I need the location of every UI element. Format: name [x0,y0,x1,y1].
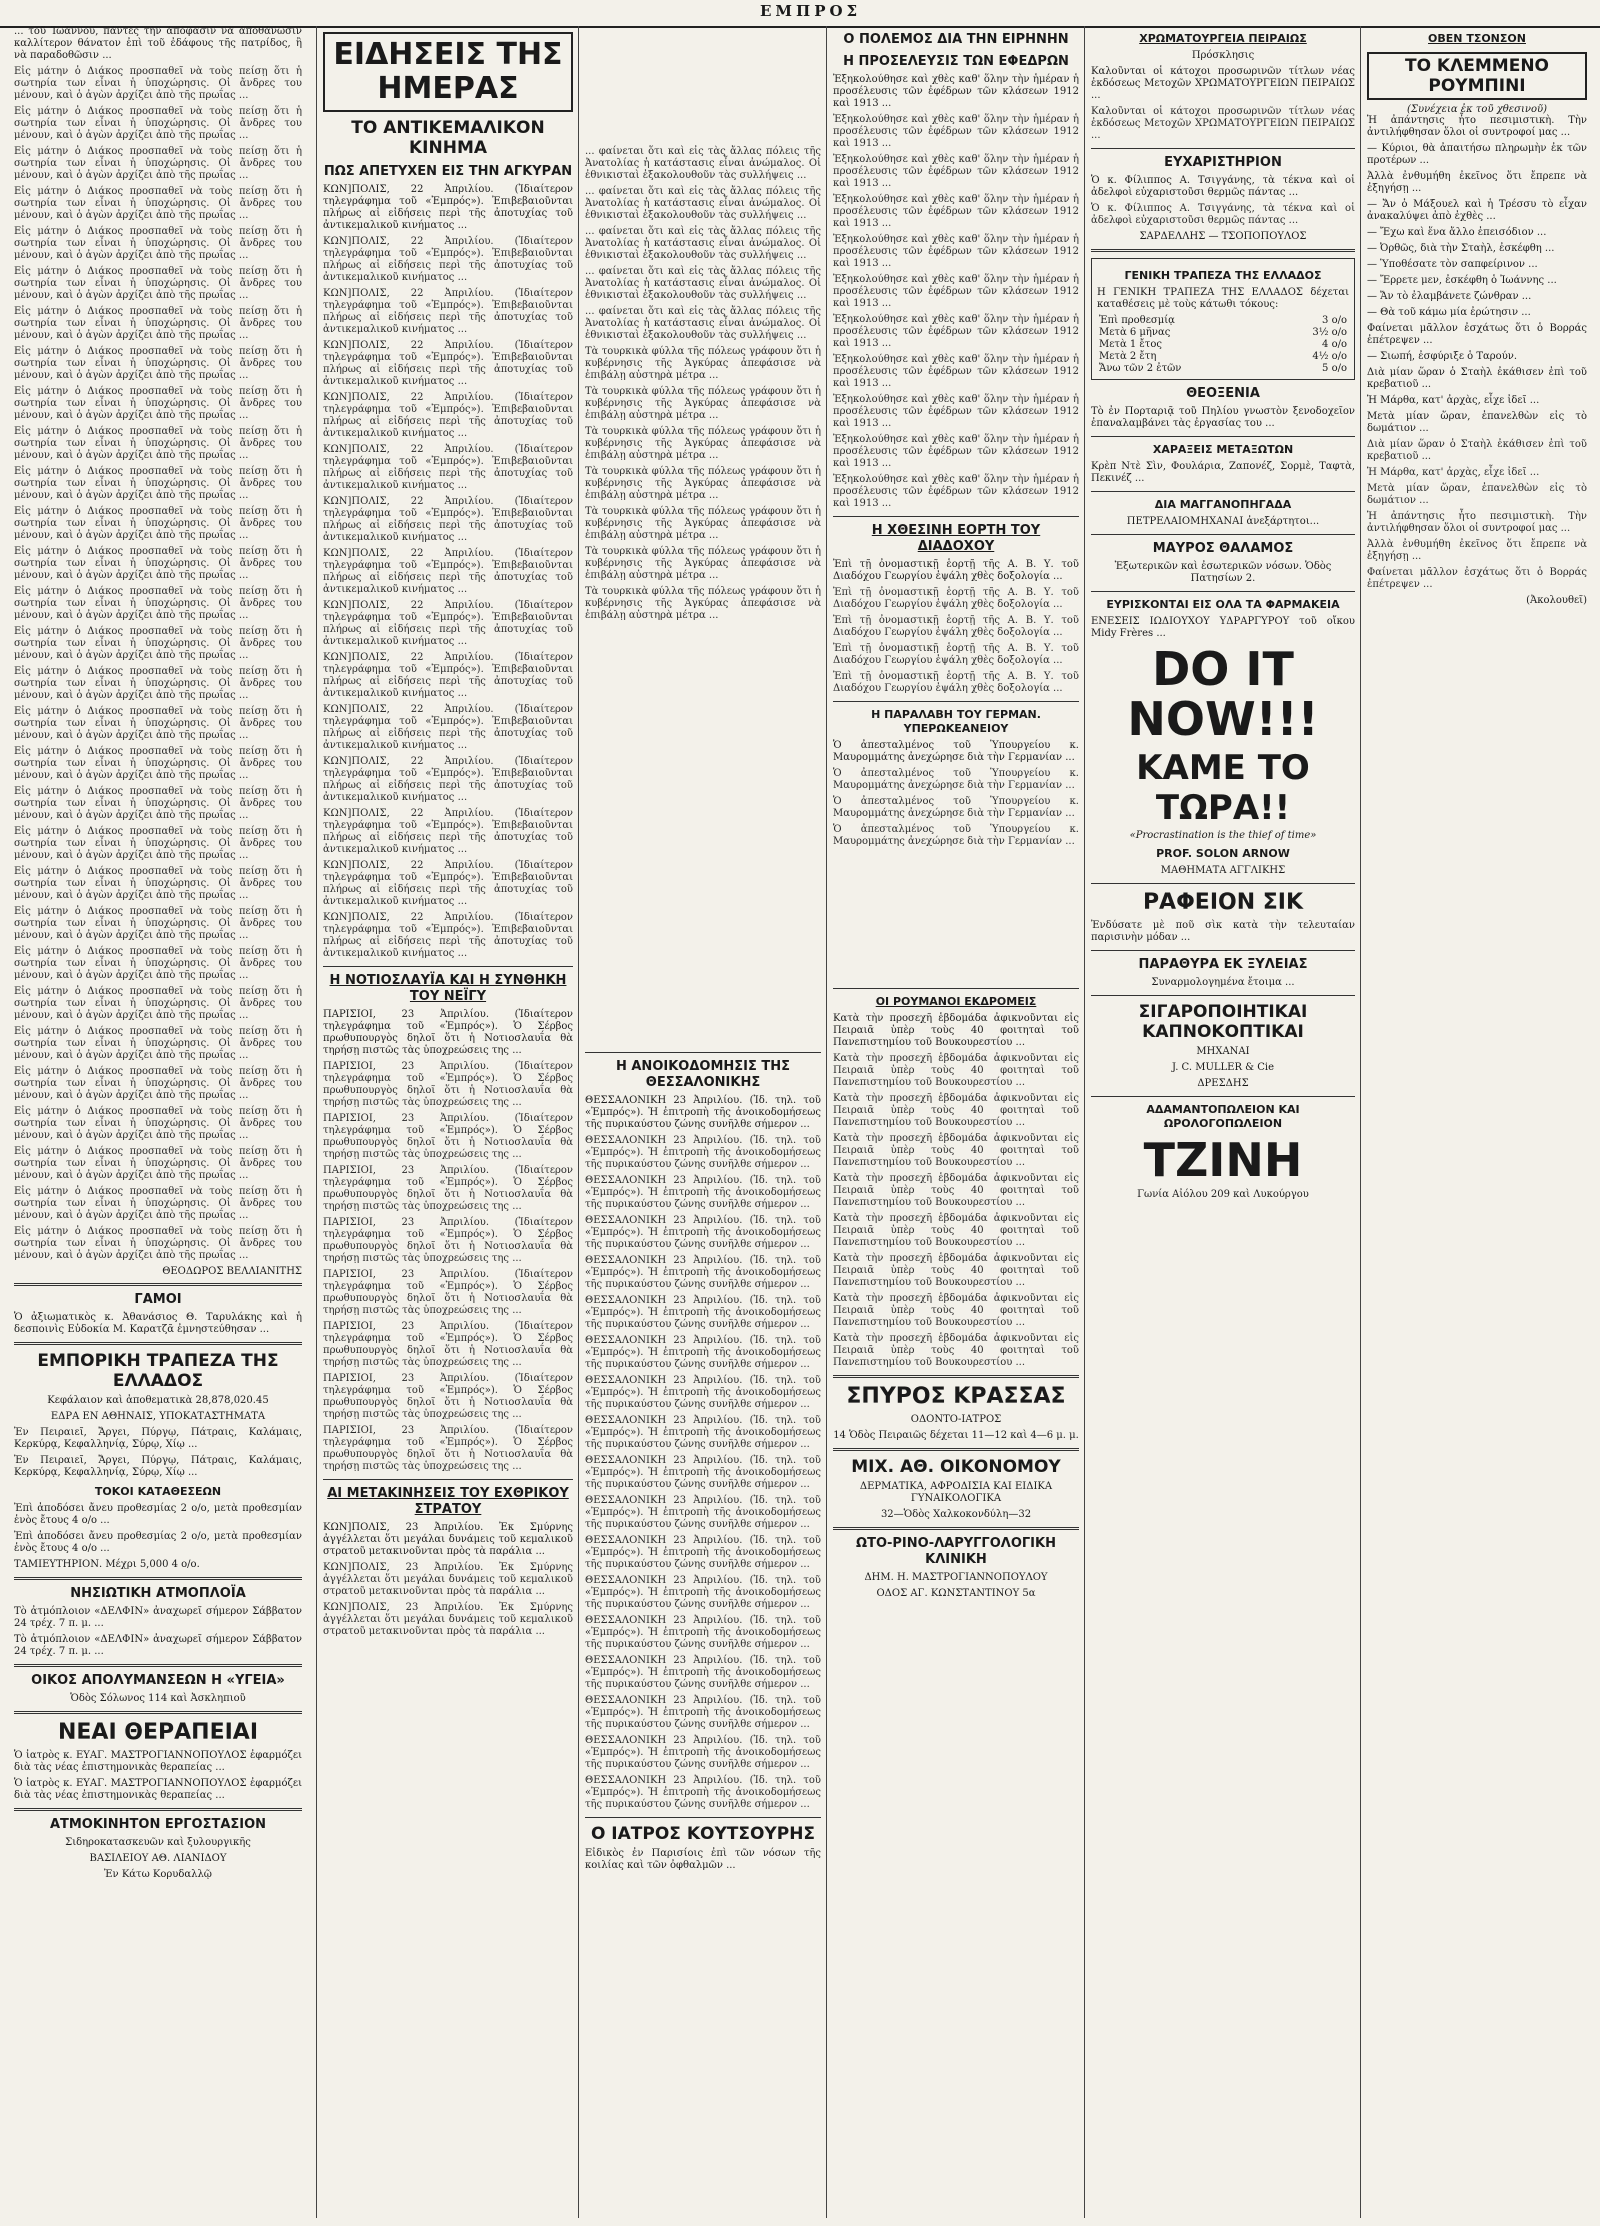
article-body: Τὰ τουρκικὰ φύλλα τῆς πόλεως γράφουν ὅτι ἡ κυβέρνησις τῆς Ἀγκύρας ἀπεφάσισε νὰ ἐπιβάλῃ αὐστηρὰ μέτρα ... [585,346,821,381]
article-body: Τὰ τουρκικὰ φύλλα τῆς πόλεως γράφουν ὅτι ἡ κυβέρνησις τῆς Ἀγκύρας ἀπεφάσισε νὰ ἐπιβάλῃ αὐστηρὰ μέτρα ... [585,506,821,541]
divider [1091,491,1355,492]
article-body: Ἐξηκολούθησε καὶ χθὲς καθ' ὅλην τὴν ἡμέραν ἡ προσέλευσις τῶν ἐφέδρων τῶν κλάσεων 1912 καὶ 1913 ... [833,394,1079,429]
article-body: Ὁ ἀπεσταλμένος τοῦ Ὑπουργείου κ. Μαυρομμάτης ἀνεχώρησε διὰ τὴν Γερμανίαν ... [833,824,1079,847]
newspaper-name: ΕΜΠΡΟΣ [760,2,862,20]
headline-war-for-peace: Ο ΠΟΛΕΜΟΣ ΔΙΑ ΤΗΝ ΕΙΡΗΝΗΝ [843,32,1069,47]
serial-paragraph: — Ἄν τὸ ἐλαμβάνετε ζώνθραν ... [1367,291,1532,302]
rates-heading: ΤΟΚΟΙ ΚΑΤΑΘΕΣΕΩΝ [94,1485,222,1498]
article-body: ΚΩΝ]ΠΟΛΙΣ, 22 Ἀπριλίου. (Ἰδιαίτερον τηλεγράφημα τοῦ «Ἐμπρός»). Ἐπιβεβαιοῦνται πλήρως αἱ εἰδήσεις περὶ τῆς ἀποτυχίας τοῦ ἀντικεμαλικοῦ κινήματος ... [323,652,573,699]
divider [1091,534,1355,535]
divider [833,1375,1079,1378]
article-body: Ἐπὶ τῇ ὀνομαστικῇ ἑορτῇ τῆς Α. Β. Υ. τοῦ Διαδόχου Γεωργίου ἐψάλη χθὲς δοξολογία ... [833,587,1079,610]
pharmacy-body: ΕΝΕΣΕΙΣ ΙΩΔΙΟΥΧΟΥ ΥΔΡΑΡΓΥΡΟΥ τοῦ οἴκου Midy Frères ... [1091,616,1355,639]
article-body: ... φαίνεται ὅτι καὶ εἰς τὰς ἄλλας πόλεις τῆς Ἀνατολίας ἡ κατάστασις εἶναι ἀνώμαλος. Οἱ ἐθνικισταὶ ἐξακολουθοῦν τὰς συλλήψεις ... [585,226,821,261]
table-row [1097,351,1349,363]
article-body: ΘΕΣΣΑΛΟΝΙΚΗ 23 Ἀπριλίου. (Ἰδ. τηλ. τοῦ «Ἐμπρός»). Ἡ ἐπιτροπὴ τῆς ἀνοικοδομήσεως τῆς πυρικαύστου ζώνης συνῆλθε σήμερον ... [585,1175,821,1210]
windows-heading: ΠΑΡΑΘΥΡΑ ΕΚ ΞΥΛΕΙΑΣ [1138,957,1308,972]
article-body: ΠΑΡΙΣΙΟΙ, 23 Ἀπριλίου. (Ἰδιαίτερον τηλεγράφημα τοῦ «Ἐμπρός»). Ὁ Σέρβος πρωθυπουργὸς δηλοῖ ὅτι ἡ Νοτιοσλαυΐα θὰ τηρήσῃ πιστῶς τὰς ὑποχρεώσεις της ... [323,1113,573,1160]
col1-body: Εἰς μάτην ὁ Διάκος προσπαθεῖ νὰ τοὺς πείσῃ ὅτι ἡ σωτηρία των εἶναι ἡ ὑποχώρησις. Οἱ ἄνδρες του μένουν, καὶ ὁ ἀγὼν ἀρχίζει ἀπὸ τῆς πρωΐας ... [14,666,302,701]
serial-paragraph: Ἡ ἀπάντησις ἦτο πεσιμιστικὴ. Τὴν ἀντιλήφθησαν ὅλοι οἱ συντροφοί μας ... [1367,115,1587,138]
silk-heading: ΧΑΡΑΞΕΙΣ ΜΕΤΑΞΩΤΩΝ [1152,443,1294,456]
article-signature: ΘΕΟΔΩΡΟΣ ΒΕΛΛΙΑΝΙΤΗΣ [162,1266,302,1277]
rate-term: Μετὰ 1 ἔτος [1099,339,1162,350]
slogan-quote: «Procrastination is the thief of time» [1129,830,1317,841]
col1-body: Εἰς μάτην ὁ Διάκος προσπαθεῖ νὰ τοὺς πείσῃ ὅτι ἡ σωτηρία των εἶναι ἡ ὑποχώρησις. Οἱ ἄνδρες του μένουν, καὶ ὁ ἀγὼν ἀρχίζει ἀπὸ τῆς πρωΐας ... [14,826,302,861]
dentist-address: 14 Ὁδὸς Πειραιῶς δέχεται 11—12 καὶ 4—6 μ. μ. [833,1430,1079,1441]
rate-term: Μετὰ 2 ἔτη [1099,351,1157,362]
divider [1091,436,1355,437]
article-body: Τὰ τουρκικὰ φύλλα τῆς πόλεως γράφουν ὅτι ἡ κυβέρνησις τῆς Ἀγκύρας ἀπεφάσισε νὰ ἐπιβάλῃ αὐστηρὰ μέτρα ... [585,466,821,501]
divider [323,1479,573,1480]
subheadline-ankara: ΠΩΣ ΑΠΕΤΥΧΕΝ ΕΙΣ ΤΗΝ ΑΓΚΥΡΑΝ [323,164,573,179]
article-body: ΘΕΣΣΑΛΟΝΙΚΗ 23 Ἀπριλίου. (Ἰδ. τηλ. τοῦ «Ἐμπρός»). Ἡ ἐπιτροπὴ τῆς ἀνοικοδομήσεως τῆς πυρικαύστου ζώνης συνῆλθε σήμερον ... [585,1775,821,1810]
serial-paragraph: — Ἄν ὁ Μάξουελ καὶ ἡ Τρέσσυ τὸ εἶχαν ἀνακαλύψει ἀπὸ ἐχθὲς ... [1367,199,1587,222]
divider [585,1052,821,1053]
divider [1091,249,1355,252]
article-body: Κατὰ τὴν προσεχῆ ἑβδομάδα ἀφικνοῦνται εἰς Πειραιᾶ ὑπὲρ τοὺς 40 φοιτηταὶ τοῦ Πανεπιστημίου τοῦ Βουκουρεστίου ... [833,1213,1079,1248]
article-body: ΚΩΝ]ΠΟΛΙΣ, 22 Ἀπριλίου. (Ἰδιαίτερον τηλεγράφημα τοῦ «Ἐμπρός»). Ἐπιβεβαιοῦνται πλήρως αἱ εἰδήσεις περὶ τῆς ἀποτυχίας τοῦ ἀντικεμαλικοῦ κινήματος ... [323,392,573,439]
col1-body: Εἰς μάτην ὁ Διάκος προσπαθεῖ νὰ τοὺς πείσῃ ὅτι ἡ σωτηρία των εἶναι ἡ ὑποχώρησις. Οἱ ἄνδρες του μένουν, καὶ ὁ ἀγὼν ἀρχίζει ἀπὸ τῆς πρωΐας ... [14,186,302,221]
serial-to-be-continued: (Ἀκολουθεῖ) [1526,595,1587,606]
article-body: Ἐξηκολούθησε καὶ χθὲς καθ' ὅλην τὴν ἡμέραν ἡ προσέλευσις τῶν ἐφέδρων τῶν κλάσεων 1912 καὶ 1913 ... [833,154,1079,189]
headline-romanian-visitors: ΟΙ ΡΟΥΜΑΝΟΙ ΕΚΔΡΟΜΕΙΣ [875,995,1037,1008]
divider [585,1817,821,1818]
article-body: Ἐξηκολούθησε καὶ χθὲς καθ' ὅλην τὴν ἡμέραν ἡ προσέλευσις τῶν ἐφέδρων τῶν κλάσεων 1912 καὶ 1913 ... [833,194,1079,229]
col1-body: Εἰς μάτην ὁ Διάκος προσπαθεῖ νὰ τοὺς πείσῃ ὅτι ἡ σωτηρία των εἶναι ἡ ὑποχώρησις. Οἱ ἄνδρες του μένουν, καὶ ὁ ἀγὼν ἀρχίζει ἀπὸ τῆς πρωΐας ... [14,226,302,261]
headline-crown-prince: Η ΧΘΕΣΙΝΗ ΕΟΡΤΗ ΤΟΥ ΔΙΑΔΟΧΟΥ [871,523,1041,554]
col1-body: Εἰς μάτην ὁ Διάκος προσπαθεῖ νὰ τοὺς πείσῃ ὅτι ἡ σωτηρία των εἶναι ἡ ὑποχώρησις. Οἱ ἄνδρες του μένουν, καὶ ὁ ἀγὼν ἀρχίζει ἀπὸ τῆς πρωΐας ... [14,946,302,981]
col1-body: Εἰς μάτην ὁ Διάκος προσπαθεῖ νὰ τοὺς πείσῃ ὅτι ἡ σωτηρία των εἶναι ἡ ὑποχώρησις. Οἱ ἄνδρες του μένουν, καὶ ὁ ἀγὼν ἀρχίζει ἀπὸ τῆς πρωΐας ... [14,1106,302,1141]
serial-continued: (Συνέχεια ἐκ τοῦ χθεσινοῦ) [1407,104,1547,115]
general-bank-ad [1091,258,1355,380]
article-body: Κατὰ τὴν προσεχῆ ἑβδομάδα ἀφικνοῦνται εἰς Πειραιᾶ ὑπὲρ τοὺς 40 φοιτηταὶ τοῦ Πανεπιστημίου τοῦ Βουκουρεστίου ... [833,1053,1079,1088]
divider [14,1342,302,1345]
therapies-body: Ὁ ἰατρὸς κ. ΕΥΑΓ. ΜΑΣΤΡΟΓΙΑΝΝΟΠΟΥΛΟΣ ἐφαρμόζει διὰ τὰς νέας ἐπιστημονικὰς θεραπείας ... [14,1750,302,1773]
article-body: ΘΕΣΣΑΛΟΝΙΚΗ 23 Ἀπριλίου. (Ἰδ. τηλ. τοῦ «Ἐμπρός»). Ἡ ἐπιτροπὴ τῆς ἀνοικοδομήσεως τῆς πυρικαύστου ζώνης συνῆλθε σήμερον ... [585,1535,821,1570]
article-body: ΘΕΣΣΑΛΟΝΙΚΗ 23 Ἀπριλίου. (Ἰδ. τηλ. τοῦ «Ἐμπρός»). Ἡ ἐπιτροπὴ τῆς ἀνοικοδομήσεως τῆς πυρικαύστου ζώνης συνῆλθε σήμερον ... [585,1735,821,1770]
rate-term: Μετὰ 6 μῆνας [1099,327,1171,338]
pumps-body: ΠΕΤΡΕΛΑΙΟΜΗΧΑΝΑΙ ἀνεξάρτητοι... [1126,516,1320,527]
divider [833,516,1079,517]
headline-yugoslavia: Η ΝΟΤΙΟΣΛΑΥΪΑ ΚΑΙ Η ΣΥΝΘΗΚΗ ΤΟΥ ΝΕΪΓΥ [329,973,567,1004]
article-body: ΚΩΝ]ΠΟΛΙΣ, 23 Ἀπριλίου. Ἐκ Σμύρνης ἀγγέλλεται ὅτι μεγάλαι δυνάμεις τοῦ κεμαλικοῦ στρατοῦ μετακινοῦνται πρὸς τὰ παράλια ... [323,1562,573,1597]
divider [14,1808,302,1811]
serial-paragraph: — Θὰ τοῦ κάμω μία ἐρώτησιν ... [1367,307,1531,318]
windows-body: Συναρμολογημένα ἔτοιμα ... [1151,977,1295,988]
dyeworks-body: Καλοῦνται οἱ κάτοχοι προσωρινῶν τίτλων νέας ἐκδόσεως Μετοχῶν ΧΡΩΜΑΤΟΥΡΓΕΙΩΝ ΠΕΙΡΑΙΩΣ ... [1091,106,1355,141]
serial-paragraph: Διὰ μίαν ὥραν ὁ Σταὴλ ἐκάθισεν ἐπὶ τοῦ κρεβατιοῦ ... [1367,367,1587,390]
article-body: ΘΕΣΣΑΛΟΝΙΚΗ 23 Ἀπριλίου. (Ἰδ. τηλ. τοῦ «Ἐμπρός»). Ἡ ἐπιτροπὴ τῆς ἀνοικοδομήσεως τῆς πυρικαύστου ζώνης συνῆλθε σήμερον ... [585,1095,821,1130]
col1-body: Εἰς μάτην ὁ Διάκος προσπαθεῖ νὰ τοὺς πείσῃ ὅτι ἡ σωτηρία των εἶναι ἡ ὑποχώρησις. Οἱ ἄνδρες του μένουν, καὶ ὁ ἀγὼν ἀρχίζει ἀπὸ τῆς πρωΐας ... [14,786,302,821]
thanks-body: Ὁ κ. Φίλιππος Α. Τσιγγάνης, τὰ τέκνα καὶ οἱ ἀδελφοὶ εὐχαριστοῦσι θερμῶς πάντας ... [1091,203,1355,226]
column-4 [826,26,1085,2218]
column-1 [8,26,308,2218]
article-body: Κατὰ τὴν προσεχῆ ἑβδομάδα ἀφικνοῦνται εἰς Πειραιᾶ ὑπὲρ τοὺς 40 φοιτηταὶ τοῦ Πανεπιστημίου τοῦ Βουκουρεστίου ... [833,1333,1079,1368]
english-teacher-name: PROF. SOLON ARNOW [1156,847,1290,860]
cigarette-machines-place: ΔΡΕΣΔΗΣ [1197,1078,1249,1089]
article-body: ΘΕΣΣΑΛΟΝΙΚΗ 23 Ἀπριλίου. (Ἰδ. τηλ. τοῦ «Ἐμπρός»). Ἡ ἐπιτροπὴ τῆς ἀνοικοδομήσεως τῆς πυρικαύστου ζώνης συνῆλθε σήμερον ... [585,1455,821,1490]
disinfection-address: Ὁδὸς Σόλωνος 114 καὶ Ἀσκληπιοῦ [70,1693,246,1704]
article-body: Ἐξηκολούθησε καὶ χθὲς καθ' ὅλην τὴν ἡμέραν ἡ προσέλευσις τῶν ἐφέδρων τῶν κλάσεων 1912 καὶ 1913 ... [833,234,1079,269]
article-body: Ἐξηκολούθησε καὶ χθὲς καθ' ὅλην τὴν ἡμέραν ἡ προσέλευσις τῶν ἐφέδρων τῶν κλάσεων 1912 καὶ 1913 ... [833,274,1079,309]
article-body: ΚΩΝ]ΠΟΛΙΣ, 22 Ἀπριλίου. (Ἰδιαίτερον τηλεγράφημα τοῦ «Ἐμπρός»). Ἐπιβεβαιοῦνται πλήρως αἱ εἰδήσεις περὶ τῆς ἀποτυχίας τοῦ ἀντικεμαλικοῦ κινήματος ... [323,548,573,595]
article-body: ΠΑΡΙΣΙΟΙ, 23 Ἀπριλίου. (Ἰδιαίτερον τηλεγράφημα τοῦ «Ἐμπρός»). Ὁ Σέρβος πρωθυπουργὸς δηλοῖ ὅτι ἡ Νοτιοσλαυΐα θὰ τηρήσῃ πιστῶς τὰς ὑποχρεώσεις της ... [323,1321,573,1368]
headline-thessaloniki: Η ΑΝΟΙΚΟΔΟΜΗΣΙΣ ΤΗΣ ΘΕΣΣΑΛΟΝΙΚΗΣ [615,1059,791,1090]
article-body: ΚΩΝ]ΠΟΛΙΣ, 22 Ἀπριλίου. (Ἰδιαίτερον τηλεγράφημα τοῦ «Ἐμπρός»). Ἐπιβεβαιοῦνται πλήρως αἱ εἰδήσεις περὶ τῆς ἀποτυχίας τοῦ ἀντικεμαλικοῦ κινήματος ... [323,756,573,803]
serial-paragraph: Μετὰ μίαν ὥραν, ἐπανελθὼν εἰς τὸ δωμάτιον ... [1367,483,1587,506]
therapies-body: Ὁ ἰατρὸς κ. ΕΥΑΓ. ΜΑΣΤΡΟΓΙΑΝΝΟΠΟΥΛΟΣ ἐφαρμόζει διὰ τὰς νέας ἐπιστημονικὰς θεραπείας ... [14,1778,302,1801]
article-body: Κατὰ τὴν προσεχῆ ἑβδομάδα ἀφικνοῦνται εἰς Πειραιᾶ ὑπὲρ τοὺς 40 φοιτηταὶ τοῦ Πανεπιστημίου τοῦ Βουκουρεστίου ... [833,1253,1079,1288]
col1-body: Εἰς μάτην ὁ Διάκος προσπαθεῖ νὰ τοὺς πείσῃ ὅτι ἡ σωτηρία των εἶναι ἡ ὑποχώρησις. Οἱ ἄνδρες του μένουν, καὶ ὁ ἀγὼν ἀρχίζει ἀπὸ τῆς πρωΐας ... [14,386,302,421]
col1-body: Εἰς μάτην ὁ Διάκος προσπαθεῖ νὰ τοὺς πείσῃ ὅτι ἡ σωτηρία των εἶναι ἡ ὑποχώρησις. Οἱ ἄνδρες του μένουν, καὶ ὁ ἀγὼν ἀρχίζει ἀπὸ τῆς πρωΐας ... [14,986,302,1021]
hotel-body: Τὸ ἐν Πορταριᾷ τοῦ Πηλίου γνωστὸν ξενοδοχεῖον ἐπαναλαμβάνει τὰς ἐργασίας του ... [1091,406,1355,429]
article-body: Τὰ τουρκικὰ φύλλα τῆς πόλεως γράφουν ὅτι ἡ κυβέρνησις τῆς Ἀγκύρας ἀπεφάσισε νὰ ἐπιβάλῃ αὐστηρὰ μέτρα ... [585,386,821,421]
shipping-heading: ΝΗΣΙΩΤΙΚΗ ΑΤΜΟΠΛΟΪΑ [70,1586,246,1601]
article-body: Τὰ τουρκικὰ φύλλα τῆς πόλεως γράφουν ὅτι ἡ κυβέρνησις τῆς Ἀγκύρας ἀπεφάσισε νὰ ἐπιβάλῃ αὐστηρὰ μέτρα ... [585,586,821,621]
col1-body: Εἰς μάτην ὁ Διάκος προσπαθεῖ νὰ τοὺς πείσῃ ὅτι ἡ σωτηρία των εἶναι ἡ ὑποχώρησις. Οἱ ἄνδρες του μένουν, καὶ ὁ ἀγὼν ἀρχίζει ἀπὸ τῆς πρωΐας ... [14,866,302,901]
subheadline-reservists: Η ΠΡΟΣΕΛΕΥΣΙΣ ΤΩΝ ΕΦΕΔΡΩΝ [843,54,1069,69]
divider [1091,995,1355,996]
bank-body: Ἐν Πειραιεῖ, Ἄργει, Πύργῳ, Πάτραις, Καλάμαις, Κερκύρᾳ, Κεφαλληνίᾳ, Σύρῳ, Χίῳ ... [14,1427,302,1450]
col1-body: Εἰς μάτην ὁ Διάκος προσπαθεῖ νὰ τοὺς πείσῃ ὅτι ἡ σωτηρία των εἶναι ἡ ὑποχώρησις. Οἱ ἄνδρες του μένουν, καὶ ὁ ἀγὼν ἀρχίζει ἀπὸ τῆς πρωΐας ... [14,586,302,621]
divider [1091,591,1355,592]
article-body: Ἐπὶ τῇ ὀνομαστικῇ ἑορτῇ τῆς Α. Β. Υ. τοῦ Διαδόχου Γεωργίου ἐψάλη χθὲς δοξολογία ... [833,615,1079,638]
article-body: Ὁ ἀπεσταλμένος τοῦ Ὑπουργείου κ. Μαυρομμάτης ἀνεχώρησε διὰ τὴν Γερμανίαν ... [833,740,1079,763]
shipping-body: Τὸ ἀτμόπλοιον «ΔΕΛΦΙΝ» ἀναχωρεῖ σήμερον Σάββατον 24 τρέχ. 7 π. μ. ... [14,1634,302,1657]
article-body: Ὁ ἀπεσταλμένος τοῦ Ὑπουργείου κ. Μαυρομμάτης ἀνεχώρησε διὰ τὴν Γερμανίαν ... [833,796,1079,819]
table-row [1097,363,1349,375]
rates-body: Ἐπὶ ἀποδόσει ἄνευ προθεσμίας 2 ο/ο, μετὰ προθεσμίαν ἑνὸς ἔτους 4 ο/ο ... [14,1531,302,1554]
column-5 [1084,26,1361,2218]
article-body: ΠΑΡΙΣΙΟΙ, 23 Ἀπριλίου. (Ἰδιαίτερον τηλεγράφημα τοῦ «Ἐμπρός»). Ὁ Σέρβος πρωθυπουργὸς δηλοῖ ὅτι ἡ Νοτιοσλαυΐα θὰ τηρήσῃ πιστῶς τὰς ὑποχρεώσεις της ... [323,1373,573,1420]
doctor-ad-heading: Ο ΙΑΤΡΟΣ ΚΟΥΤΣΟΥΡΗΣ [590,1824,816,1844]
col1-body: Εἰς μάτην ὁ Διάκος προσπαθεῖ νὰ τοὺς πείσῃ ὅτι ἡ σωτηρία των εἶναι ἡ ὑποχώρησις. Οἱ ἄνδρες του μένουν, καὶ ὁ ἀγὼν ἀρχίζει ἀπὸ τῆς πρωΐας ... [14,546,302,581]
dentist-name: ΣΠΥΡΟΣ ΚΡΑΣΣΑΣ [846,1384,1066,1409]
article-body: Ἐξηκολούθησε καὶ χθὲς καθ' ὅλην τὴν ἡμέραν ἡ προσέλευσις τῶν ἐφέδρων τῶν κλάσεων 1912 καὶ 1913 ... [833,354,1079,389]
headline-german-liner: Η ΠΑΡΑΛΑΒΗ ΤΟΥ ΓΕΡΜΑΝ. ΥΠΕΡΩΚΕΑΝΕΙΟΥ [871,708,1041,735]
col1-body: Εἰς μάτην ὁ Διάκος προσπαθεῖ νὰ τοὺς πείσῃ ὅτι ἡ σωτηρία των εἶναι ἡ ὑποχώρησις. Οἱ ἄνδρες του μένουν, καὶ ὁ ἀγὼν ἀρχίζει ἀπὸ τῆς πρωΐας ... [14,1026,302,1061]
divider [833,1527,1079,1530]
serial-paragraph: Ἡ Μάρθα, κατ' ἀρχὰς, εἶχε ἰδεῖ ... [1367,395,1540,406]
rate-value: 5 ο/ο [1322,363,1347,374]
divider [14,1664,302,1667]
serial-paragraph: Φαίνεται μᾶλλον ἐσχάτως ὅτι ὁ Βορράς ἐπέτρεψεν ... [1367,567,1587,590]
serial-paragraph: Ἡ ἀπάντησις ἦτο πεσιμιστικὴ. Τὴν ἀντιλήφθησαν ὅλοι οἱ συντροφοί μας ... [1367,511,1587,534]
col1-body: Εἰς μάτην ὁ Διάκος προσπαθεῖ νὰ τοὺς πείσῃ ὅτι ἡ σωτηρία των εἶναι ἡ ὑποχώρησις. Οἱ ἄνδρες του μένουν, καὶ ὁ ἀγὼν ἀρχίζει ἀπὸ τῆς πρωΐας ... [14,506,302,541]
general-bank-body: Η ΓΕΝΙΚΗ ΤΡΑΠΕΖΑ ΤΗΣ ΕΛΛΑΔΟΣ δέχεται καταθέσεις μὲ τοὺς κάτωθι τόκους: [1097,287,1349,310]
rates-body: Ἐπὶ ἀποδόσει ἄνευ προθεσμίας 2 ο/ο, μετὰ προθεσμίαν ἑνὸς ἔτους 4 ο/ο ... [14,1503,302,1526]
article-body: ΚΩΝ]ΠΟΛΙΣ, 22 Ἀπριλίου. (Ἰδιαίτερον τηλεγράφημα τοῦ «Ἐμπρός»). Ἐπιβεβαιοῦνται πλήρως αἱ εἰδήσεις περὶ τῆς ἀποτυχίας τοῦ ἀντικεμαλικοῦ κινήματος ... [323,912,573,959]
serial-paragraph: — Ὑποθέσατε τὸν σαπφείρινον ... [1367,259,1538,270]
table-row [1097,315,1349,327]
article-body: ΘΕΣΣΑΛΟΝΙΚΗ 23 Ἀπριλίου. (Ἰδ. τηλ. τοῦ «Ἐμπρός»). Ἡ ἐπιτροπὴ τῆς ἀνοικοδομήσεως τῆς πυρικαύστου ζώνης συνῆλθε σήμερον ... [585,1575,821,1610]
col1-body: Εἰς μάτην ὁ Διάκος προσπαθεῖ νὰ τοὺς πείσῃ ὅτι ἡ σωτηρία των εἶναι ἡ ὑποχώρησις. Οἱ ἄνδρες του μένουν, καὶ ὁ ἀγὼν ἀρχίζει ἀπὸ τῆς πρωΐας ... [14,346,302,381]
serial-paragraph: Ἀλλὰ ἐνθυμήθη ἐκεῖνος ὅτι ἔπρεπε νὰ ἐξηγήσῃ ... [1367,539,1587,562]
article-body: ΘΕΣΣΑΛΟΝΙΚΗ 23 Ἀπριλίου. (Ἰδ. τηλ. τοῦ «Ἐμπρός»). Ἡ ἐπιτροπὴ τῆς ἀνοικοδομήσεως τῆς πυρικαύστου ζώνης συνῆλθε σήμερον ... [585,1495,821,1530]
dermatologist-specialty: ΔΕΡΜΑΤΙΚΑ, ΑΦΡΟΔΙΣΙΑ ΚΑΙ ΕΙΔΙΚΑ ΓΥΝΑΙΚΟΛΟΓΙΚΑ [859,1481,1053,1504]
article-body: ΠΑΡΙΣΙΟΙ, 23 Ἀπριλίου. (Ἰδιαίτερον τηλεγράφημα τοῦ «Ἐμπρός»). Ὁ Σέρβος πρωθυπουργὸς δηλοῖ ὅτι ἡ Νοτιοσλαυΐα θὰ τηρήσῃ πιστῶς τὰς ὑποχρεώσεις της ... [323,1425,573,1472]
dermatologist-name: ΜΙΧ. ΑΘ. ΟΙΚΟΝΟΜΟΥ [851,1457,1061,1477]
jeweller-name: ΤΖΙΝΗ [1143,1133,1303,1187]
article-body: ΠΑΡΙΣΙΟΙ, 23 Ἀπριλίου. (Ἰδιαίτερον τηλεγράφημα τοῦ «Ἐμπρός»). Ὁ Σέρβος πρωθυπουργὸς δηλοῖ ὅτι ἡ Νοτιοσλαυΐα θὰ τηρήσῃ πιστῶς τὰς ὑποχρεώσεις της ... [323,1061,573,1108]
col1-body: Εἰς μάτην ὁ Διάκος προσπαθεῖ νὰ τοὺς πείσῃ ὅτι ἡ σωτηρία των εἶναι ἡ ὑποχώρησις. Οἱ ἄνδρες του μένουν, καὶ ὁ ἀγὼν ἀρχίζει ἀπὸ τῆς πρωΐας ... [14,1226,302,1261]
article-body: Τὰ τουρκικὰ φύλλα τῆς πόλεως γράφουν ὅτι ἡ κυβέρνησις τῆς Ἀγκύρας ἀπεφάσισε νὰ ἐπιβάλῃ αὐστηρὰ μέτρα ... [585,426,821,461]
shipping-body: Τὸ ἀτμόπλοιον «ΔΕΛΦΙΝ» ἀναχωρεῖ σήμερον Σάββατον 24 τρέχ. 7 π. μ. ... [14,1606,302,1629]
rate-value: 3 ο/ο [1322,315,1347,326]
cigarette-machines-heading: ΣΙΓΑΡΟΠΟΙΗΤΙΚΑΙ ΚΑΠΝΟΚΟΠΤΙΚΑΙ [1138,1002,1308,1042]
article-body: ΘΕΣΣΑΛΟΝΙΚΗ 23 Ἀπριλίου. (Ἰδ. τηλ. τοῦ «Ἐμπρός»). Ἡ ἐπιτροπὴ τῆς ἀνοικοδομήσεως τῆς πυρικαύστου ζώνης συνῆλθε σήμερον ... [585,1335,821,1370]
article-body: ΚΩΝ]ΠΟΛΙΣ, 22 Ἀπριλίου. (Ἰδιαίτερον τηλεγράφημα τοῦ «Ἐμπρός»). Ἐπιβεβαιοῦνται πλήρως αἱ εἰδήσεις περὶ τῆς ἀποτυχίας τοῦ ἀντικεμαλικοῦ κινήματος ... [323,288,573,335]
col1-body: Εἰς μάτην ὁ Διάκος προσπαθεῖ νὰ τοὺς πείσῃ ὅτι ἡ σωτηρία των εἶναι ἡ ὑποχώρησις. Οἱ ἄνδρες του μένουν, καὶ ὁ ἀγὼν ἀρχίζει ἀπὸ τῆς πρωΐας ... [14,626,302,661]
serial-paragraph: — Ἔχω καὶ ἕνα ἄλλο ἐπεισόδιον ... [1367,227,1547,238]
tailor-heading: ΡΑΦΕΙΟΝ ΣΙΚ [1142,890,1304,915]
article-body: Ἐξηκολούθησε καὶ χθὲς καθ' ὅλην τὴν ἡμέραν ἡ προσέλευσις τῶν ἐφέδρων τῶν κλάσεων 1912 καὶ 1913 ... [833,434,1079,469]
article-body: ΘΕΣΣΑΛΟΝΙΚΗ 23 Ἀπριλίου. (Ἰδ. τηλ. τοῦ «Ἐμπρός»). Ἡ ἐπιτροπὴ τῆς ἀνοικοδομήσεως τῆς πυρικαύστου ζώνης συνῆλθε σήμερον ... [585,1255,821,1290]
divider [1091,1096,1355,1097]
do-it-now-slogan: DO IT NOW!!! [1127,642,1319,746]
column-2 [316,26,579,2218]
col1-body: Εἰς μάτην ὁ Διάκος προσπαθεῖ νὰ τοὺς πείσῃ ὅτι ἡ σωτηρία των εἶναι ἡ ὑποχώρησις. Οἱ ἄνδρες του μένουν, καὶ ὁ ἀγὼν ἀρχίζει ἀπὸ τῆς πρωΐας ... [14,106,302,141]
article-body: ... φαίνεται ὅτι καὶ εἰς τὰς ἄλλας πόλεις τῆς Ἀνατολίας ἡ κατάστασις εἶναι ἀνώμαλος. Οἱ ἐθνικισταὶ ἐξακολουθοῦν τὰς συλλήψεις ... [585,266,821,301]
col1-body: Εἰς μάτην ὁ Διάκος προσπαθεῖ νὰ τοὺς πείσῃ ὅτι ἡ σωτηρία των εἶναι ἡ ὑποχώρησις. Οἱ ἄνδρες του μένουν, καὶ ὁ ἀγὼν ἀρχίζει ἀπὸ τῆς πρωΐας ... [14,1146,302,1181]
article-body: ΚΩΝ]ΠΟΛΙΣ, 22 Ἀπριλίου. (Ἰδιαίτερον τηλεγράφημα τοῦ «Ἐμπρός»). Ἐπιβεβαιοῦνται πλήρως αἱ εἰδήσεις περὶ τῆς ἀποτυχίας τοῦ ἀντικεμαλικοῦ κινήματος ... [323,704,573,751]
divider [323,966,573,967]
serial-paragraph: — Ὀρθῶς, διὰ τὴν Σταὴλ, ἐσκέφθη ... [1367,243,1555,254]
kane-to-tora-slogan: ΚΑΜΕ ΤΟ ΤΩΡΑ!! [1136,748,1310,828]
thanks-heading: ΕΥΧΑΡΙΣΤΗΡΙΟΝ [1164,155,1282,170]
article-body: Ἐπὶ τῇ ὀνομαστικῇ ἑορτῇ τῆς Α. Β. Υ. τοῦ Διαδόχου Γεωργίου ἐψάλη χθὲς δοξολογία ... [833,559,1079,582]
ent-clinic-address: ΟΔΟΣ ΑΓ. ΚΩΝΣΤΑΝΤΙΝΟΥ 5α [876,1588,1036,1599]
article-body: ΚΩΝ]ΠΟΛΙΣ, 22 Ἀπριλίου. (Ἰδιαίτερον τηλεγράφημα τοῦ «Ἐμπρός»). Ἐπιβεβαιοῦνται πλήρως αἱ εἰδήσεις περὶ τῆς ἀποτυχίας τοῦ ἀντικεμαλικοῦ κινήματος ... [323,340,573,387]
col1-body: Εἰς μάτην ὁ Διάκος προσπαθεῖ νὰ τοὺς πείσῃ ὅτι ἡ σωτηρία των εἶναι ἡ ὑποχώρησις. Οἱ ἄνδρες του μένουν, καὶ ὁ ἀγὼν ἀρχίζει ἀπὸ τῆς πρωΐας ... [14,66,302,101]
article-body: Ἐξηκολούθησε καὶ χθὲς καθ' ὅλην τὴν ἡμέραν ἡ προσέλευσις τῶν ἐφέδρων τῶν κλάσεων 1912 καὶ 1913 ... [833,314,1079,349]
jeweller-address: Γωνία Αἰόλου 209 καὶ Λυκούργου [1137,1189,1309,1200]
article-body: Κατὰ τὴν προσεχῆ ἑβδομάδα ἀφικνοῦνται εἰς Πειραιᾶ ὑπὲρ τοὺς 40 φοιτηταὶ τοῦ Πανεπιστημίου τοῦ Βουκουρεστίου ... [833,1133,1079,1168]
factory-owner: ΒΑΣΙΛΕΙΟΥ ΑΘ. ΛΙΑΝΙΔΟΥ [89,1853,227,1864]
section-banner: ΕΙΔΗΣΕΙΣ ΤΗΣ ΗΜΕΡΑΣ [323,32,573,112]
darkroom-body: Ἐξωτερικῶν καὶ ἐσωτερικῶν νόσων. Ὁδὸς Πατησίων 2. [1114,561,1332,584]
column-6 [1360,26,1593,2218]
serial-title: ΤΟ ΚΛΕΜΜΕΝΟ ΡΟΥΜΠΙΝΙ [1367,52,1587,100]
col1-body: Εἰς μάτην ὁ Διάκος προσπαθεῖ νὰ τοὺς πείσῃ ὅτι ἡ σωτηρία των εἶναι ἡ ὑποχώρησις. Οἱ ἄνδρες του μένουν, καὶ ὁ ἀγὼν ἀρχίζει ἀπὸ τῆς πρωΐας ... [14,706,302,741]
article-body: ΘΕΣΣΑΛΟΝΙΚΗ 23 Ἀπριλίου. (Ἰδ. τηλ. τοῦ «Ἐμπρός»). Ἡ ἐπιτροπὴ τῆς ἀνοικοδομήσεως τῆς πυρικαύστου ζώνης συνῆλθε σήμερον ... [585,1695,821,1730]
divider [1091,148,1355,149]
ent-clinic-doctor: ΔΗΜ. Η. ΜΑΣΤΡΟΓΙΑΝΝΟΠΟΥΛΟΥ [864,1572,1048,1583]
savings-line: ΤΑΜΙΕΥΤΗΡΙΟΝ. Μέχρι 5,000 4 ο/ο. [14,1559,200,1570]
pharmacy-heading: ΕΥΡΙΣΚΟΝΤΑΙ ΕΙΣ ΟΛΑ ΤΑ ΦΑΡΜΑΚΕΙΑ [1106,598,1340,611]
col1-body: Εἰς μάτην ὁ Διάκος προσπαθεῖ νὰ τοὺς πείσῃ ὅτι ἡ σωτηρία των εἶναι ἡ ὑποχώρησις. Οἱ ἄνδρες του μένουν, καὶ ὁ ἀγὼν ἀρχίζει ἀπὸ τῆς πρωΐας ... [14,266,302,301]
col1-body: Εἰς μάτην ὁ Διάκος προσπαθεῖ νὰ τοὺς πείσῃ ὅτι ἡ σωτηρία των εἶναι ἡ ὑποχώρησις. Οἱ ἄνδρες του μένουν, καὶ ὁ ἀγὼν ἀρχίζει ἀπὸ τῆς πρωΐας ... [14,906,302,941]
factory-heading: ΑΤΜΟΚΙΝΗΤΟΝ ΕΡΓΟΣΤΑΣΙΟΝ [49,1817,267,1832]
rate-value: 4 ο/ο [1322,339,1347,350]
article-body: ΘΕΣΣΑΛΟΝΙΚΗ 23 Ἀπριλίου. (Ἰδ. τηλ. τοῦ «Ἐμπρός»). Ἡ ἐπιτροπὴ τῆς ἀνοικοδομήσεως τῆς πυρικαύστου ζώνης συνῆλθε σήμερον ... [585,1215,821,1250]
jeweller-heading: ΑΔΑΜΑΝΤΟΠΩΛΕΙΟΝ ΚΑΙ ΩΡΟΛΟΓΟΠΩΛΕΙΟΝ [1146,1103,1300,1130]
col1-body: Εἰς μάτην ὁ Διάκος προσπαθεῖ νὰ τοὺς πείσῃ ὅτι ἡ σωτηρία των εἶναι ἡ ὑποχώρησις. Οἱ ἄνδρες του μένουν, καὶ ὁ ἀγὼν ἀρχίζει ἀπὸ τῆς πρωΐας ... [14,426,302,461]
divider [833,1448,1079,1451]
article-body: ΘΕΣΣΑΛΟΝΙΚΗ 23 Ἀπριλίου. (Ἰδ. τηλ. τοῦ «Ἐμπρός»). Ἡ ἐπιτροπὴ τῆς ἀνοικοδομήσεως τῆς πυρικαύστου ζώνης συνῆλθε σήμερον ... [585,1415,821,1450]
article-body: ... φαίνεται ὅτι καὶ εἰς τὰς ἄλλας πόλεις τῆς Ἀνατολίας ἡ κατάστασις εἶναι ἀνώμαλος. Οἱ ἐθνικισταὶ ἐξακολουθοῦν τὰς συλλήψεις ... [585,146,821,181]
rate-value: 3½ ο/ο [1312,327,1347,338]
article-body: Ἐξηκολούθησε καὶ χθὲς καθ' ὅλην τὴν ἡμέραν ἡ προσέλευσις τῶν ἐφέδρων τῶν κλάσεων 1912 καὶ 1913 ... [833,114,1079,149]
dyeworks-subheading: Πρόσκλησις [1191,50,1255,61]
bank-body: Ἐν Πειραιεῖ, Ἄργει, Πύργῳ, Πάτραις, Καλάμαις, Κερκύρᾳ, Κεφαλληνίᾳ, Σύρῳ, Χίῳ ... [14,1455,302,1478]
col1-body: Εἰς μάτην ὁ Διάκος προσπαθεῖ νὰ τοὺς πείσῃ ὅτι ἡ σωτηρία των εἶναι ἡ ὑποχώρησις. Οἱ ἄνδρες του μένουν, καὶ ὁ ἀγὼν ἀρχίζει ἀπὸ τῆς πρωΐας ... [14,1186,302,1221]
article-body: ΠΑΡΙΣΙΟΙ, 23 Ἀπριλίου. (Ἰδιαίτερον τηλεγράφημα τοῦ «Ἐμπρός»). Ὁ Σέρβος πρωθυπουργὸς δηλοῖ ὅτι ἡ Νοτιοσλαυΐα θὰ τηρήσῃ πιστῶς τὰς ὑποχρεώσεις της ... [323,1009,573,1056]
factory-subheading: Σιδηροκατασκευῶν καὶ ξυλουργικῆς [65,1837,251,1848]
serial-paragraph: Ἀλλὰ ἐνθυμήθη ἐκεῖνος ὅτι ἔπρεπε νὰ ἐξηγήσῃ ... [1367,171,1587,194]
masthead [0,0,1600,24]
column-3 [578,26,827,2218]
dyeworks-body: Καλοῦνται οἱ κάτοχοι προσωρινῶν τίτλων νέας ἐκδόσεως Μετοχῶν ΧΡΩΜΑΤΟΥΡΓΕΙΩΝ ΠΕΙΡΑΙΩΣ ... [1091,66,1355,101]
divider [1091,950,1355,951]
article-body: Κατὰ τὴν προσεχῆ ἑβδομάδα ἀφικνοῦνται εἰς Πειραιᾶ ὑπὲρ τοὺς 40 φοιτηταὶ τοῦ Πανεπιστημίου τοῦ Βουκουρεστίου ... [833,1173,1079,1208]
divider [1091,883,1355,884]
article-body: ΚΩΝ]ΠΟΛΙΣ, 22 Ἀπριλίου. (Ἰδιαίτερον τηλεγράφημα τοῦ «Ἐμπρός»). Ἐπιβεβαιοῦνται πλήρως αἱ εἰδήσεις περὶ τῆς ἀποτυχίας τοῦ ἀντικεμαλικοῦ κινήματος ... [323,808,573,855]
table-row [1097,339,1349,351]
dermatologist-address: 32—Ὁδὸς Χαλκοκονδύλη—32 [880,1509,1032,1520]
serial-paragraph: Ἡ Μάρθα, κατ' ἀρχὰς, εἶχε ἰδεῖ ... [1367,467,1540,478]
article-body: Κατὰ τὴν προσεχῆ ἑβδομάδα ἀφικνοῦνται εἰς Πειραιᾶ ὑπὲρ τοὺς 40 φοιτηταὶ τοῦ Πανεπιστημίου τοῦ Βουκουρεστίου ... [833,1013,1079,1048]
article-body: ... φαίνεται ὅτι καὶ εἰς τὰς ἄλλας πόλεις τῆς Ἀνατολίας ἡ κατάστασις εἶναι ἀνώμαλος. Οἱ ἐθνικισταὶ ἐξακολουθοῦν τὰς συλλήψεις ... [585,186,821,221]
serial-paragraph: Φαίνεται μᾶλλον ἐσχάτως ὅτι ὁ Βορράς ἐπέτρεψεν ... [1367,323,1587,346]
serial-paragraph: — Ἔρρετε μεν, ἐσκέφθη ὁ Ἰωάννης ... [1367,275,1557,286]
thanks-signoff: ΣΑΡΔΕΛΛΗΣ — ΤΣΟΠΟΠΟΥΛΟΣ [1139,231,1307,242]
bank-ad-heading: ΕΜΠΟΡΙΚΗ ΤΡΑΠΕΖΑ ΤΗΣ ΕΛΛΑΔΟΣ [37,1351,279,1391]
bank-subheading: ΕΔΡΑ ΕΝ ΑΘΗΝΑΙΣ, ΥΠΟΚΑΤΑΣΤΗΜΑΤΑ [50,1411,266,1422]
article-body: ΚΩΝ]ΠΟΛΙΣ, 22 Ἀπριλίου. (Ἰδιαίτερον τηλεγράφημα τοῦ «Ἐμπρός»). Ἐπιβεβαιοῦνται πλήρως αἱ εἰδήσεις περὶ τῆς ἀποτυχίας τοῦ ἀντικεμαλικοῦ κινήματος ... [323,600,573,647]
article-body: ΚΩΝ]ΠΟΛΙΣ, 22 Ἀπριλίου. (Ἰδιαίτερον τηλεγράφημα τοῦ «Ἐμπρός»). Ἐπιβεβαιοῦνται πλήρως αἱ εἰδήσεις περὶ τῆς ἀποτυχίας τοῦ ἀντικεμαλικοῦ κινήματος ... [323,444,573,491]
weddings-heading: ΓΑΜΟΙ [134,1292,182,1307]
article-body: ΠΑΡΙΣΙΟΙ, 23 Ἀπριλίου. (Ἰδιαίτερον τηλεγράφημα τοῦ «Ἐμπρός»). Ὁ Σέρβος πρωθυπουργὸς δηλοῖ ὅτι ἡ Νοτιοσλαυΐα θὰ τηρήσῃ πιστῶς τὰς ὑποχρεώσεις της ... [323,1165,573,1212]
article-body: ΚΩΝ]ΠΟΛΙΣ, 23 Ἀπριλίου. Ἐκ Σμύρνης ἀγγέλλεται ὅτι μεγάλαι δυνάμεις τοῦ κεμαλικοῦ στρατοῦ μετακινοῦνται πρὸς τὰ παράλια ... [323,1602,573,1637]
article-body: ΘΕΣΣΑΛΟΝΙΚΗ 23 Ἀπριλίου. (Ἰδ. τηλ. τοῦ «Ἐμπρός»). Ἡ ἐπιτροπὴ τῆς ἀνοικοδομήσεως τῆς πυρικαύστου ζώνης συνῆλθε σήμερον ... [585,1655,821,1690]
article-body: Ὁ ἀπεσταλμένος τοῦ Ὑπουργείου κ. Μαυρομμάτης ἀνεχώρησε διὰ τὴν Γερμανίαν ... [833,768,1079,791]
col1-body: Εἰς μάτην ὁ Διάκος προσπαθεῖ νὰ τοὺς πείσῃ ὅτι ἡ σωτηρία των εἶναι ἡ ὑποχώρησις. Οἱ ἄνδρες του μένουν, καὶ ὁ ἀγὼν ἀρχίζει ἀπὸ τῆς πρωΐας ... [14,306,302,341]
col1-intro: ... τοῦ Ἰωάννου, πάντες τὴν ἀπόφασιν νὰ ἀποθάνωσιν καλλίτερον θάνατον ἐπὶ τοῦ ἐδάφους τῆς πατρίδος, ἢ νὰ παραδοθῶσιν ... [14,26,302,61]
article-body: Τὰ τουρκικὰ φύλλα τῆς πόλεως γράφουν ὅτι ἡ κυβέρνησις τῆς Ἀγκύρας ἀπεφάσισε νὰ ἐπιβάλῃ αὐστηρὰ μέτρα ... [585,546,821,581]
article-body: Ἐπὶ τῇ ὀνομαστικῇ ἑορτῇ τῆς Α. Β. Υ. τοῦ Διαδόχου Γεωργίου ἐψάλη χθὲς δοξολογία ... [833,671,1079,694]
factory-address: Ἐν Κάτω Κορυδαλλῷ [104,1869,212,1880]
rate-term: Ἐπὶ προθεσμίᾳ [1099,315,1175,326]
divider [14,1577,302,1580]
ent-clinic-heading: ΩΤΟ-ΡΙΝΟ-ΛΑΡΥΓΓΟΛΟΓΙΚΗ ΚΛΙΝΙΚΗ [856,1536,1056,1567]
article-body: ΚΩΝ]ΠΟΛΙΣ, 22 Ἀπριλίου. (Ἰδιαίτερον τηλεγράφημα τοῦ «Ἐμπρός»). Ἐπιβεβαιοῦνται πλήρως αἱ εἰδήσεις περὶ τῆς ἀποτυχίας τοῦ ἀντικεμαλικοῦ κινήματος ... [323,496,573,543]
col1-body: Εἰς μάτην ὁ Διάκος προσπαθεῖ νὰ τοὺς πείσῃ ὅτι ἡ σωτηρία των εἶναι ἡ ὑποχώρησις. Οἱ ἄνδρες του μένουν, καὶ ὁ ἀγὼν ἀρχίζει ἀπὸ τῆς πρωΐας ... [14,1066,302,1101]
divider [14,1283,302,1286]
rate-term: Ἄνω τῶν 2 ἐτῶν [1099,363,1182,374]
col1-body: Εἰς μάτην ὁ Διάκος προσπαθεῖ νὰ τοὺς πείσῃ ὅτι ἡ σωτηρία των εἶναι ἡ ὑποχώρησις. Οἱ ἄνδρες του μένουν, καὶ ὁ ἀγὼν ἀρχίζει ἀπὸ τῆς πρωΐας ... [14,466,302,501]
weddings-body: Ὁ ἀξιωματικὸς κ. Ἀθανάσιος Θ. Ταρυλάκης καὶ ἡ δεσποινὶς Εὐδοκία Μ. Καρατζᾶ ἐμνηστεύθησαν ... [14,1312,302,1335]
col1-body: Εἰς μάτην ὁ Διάκος προσπαθεῖ νὰ τοὺς πείσῃ ὅτι ἡ σωτηρία των εἶναι ἡ ὑποχώρησις. Οἱ ἄνδρες του μένουν, καὶ ὁ ἀγὼν ἀρχίζει ἀπὸ τῆς πρωΐας ... [14,146,302,181]
serial-paragraph: — Σιωπή, ἐσφύριξε ὁ Ταρούν. [1367,351,1518,362]
thanks-body: Ὁ κ. Φίλιππος Α. Τσιγγάνης, τὰ τέκνα καὶ οἱ ἀδελφοὶ εὐχαριστοῦσι θερμῶς πάντας ... [1091,175,1355,198]
article-body: ΘΕΣΣΑΛΟΝΙΚΗ 23 Ἀπριλίου. (Ἰδ. τηλ. τοῦ «Ἐμπρός»). Ἡ ἐπιτροπὴ τῆς ἀνοικοδομήσεως τῆς πυρικαύστου ζώνης συνῆλθε σήμερον ... [585,1135,821,1170]
article-body: ΘΕΣΣΑΛΟΝΙΚΗ 23 Ἀπριλίου. (Ἰδ. τηλ. τοῦ «Ἐμπρός»). Ἡ ἐπιτροπὴ τῆς ἀνοικοδομήσεως τῆς πυρικαύστου ζώνης συνῆλθε σήμερον ... [585,1615,821,1650]
article-body: ΠΑΡΙΣΙΟΙ, 23 Ἀπριλίου. (Ἰδιαίτερον τηλεγράφημα τοῦ «Ἐμπρός»). Ὁ Σέρβος πρωθυπουργὸς δηλοῖ ὅτι ἡ Νοτιοσλαυΐα θὰ τηρήσῃ πιστῶς τὰς ὑποχρεώσεις της ... [323,1269,573,1316]
rates-table [1097,315,1349,375]
headline-enemy-movements: ΑΙ ΜΕΤΑΚΙΝΗΣΕΙΣ ΤΟΥ ΕΧΘΡΙΚΟΥ ΣΤΡΑΤΟΥ [327,1486,569,1517]
cigarette-machines-sub: ΜΗΧΑΝΑΙ [1196,1046,1250,1057]
article-body: ΘΕΣΣΑΛΟΝΙΚΗ 23 Ἀπριλίου. (Ἰδ. τηλ. τοῦ «Ἐμπρός»). Ἡ ἐπιτροπὴ τῆς ἀνοικοδομήσεως τῆς πυρικαύστου ζώνης συνῆλθε σήμερον ... [585,1295,821,1330]
article-body: ΚΩΝ]ΠΟΛΙΣ, 22 Ἀπριλίου. (Ἰδιαίτερον τηλεγράφημα τοῦ «Ἐμπρός»). Ἐπιβεβαιοῦνται πλήρως αἱ εἰδήσεις περὶ τῆς ἀποτυχίας τοῦ ἀντικεμαλικοῦ κινήματος ... [323,184,573,231]
pumps-heading: ΔΙΑ ΜΑΓΓΑΝΟΠΗΓΑΔΑ [1154,498,1292,511]
divider [833,701,1079,702]
article-body: Ἐξηκολούθησε καὶ χθὲς καθ' ὅλην τὴν ἡμέραν ἡ προσέλευσις τῶν ἐφέδρων τῶν κλάσεων 1912 καὶ 1913 ... [833,74,1079,109]
disinfection-heading: ΟΙΚΟΣ ΑΠΟΛΥΜΑΝΣΕΩΝ Η «ΥΓΕΙΑ» [31,1673,285,1688]
table-row [1097,327,1349,339]
rate-value: 4½ ο/ο [1312,351,1347,362]
article-body: Ἐξηκολούθησε καὶ χθὲς καθ' ὅλην τὴν ἡμέραν ἡ προσέλευσις τῶν ἐφέδρων τῶν κλάσεων 1912 καὶ 1913 ... [833,474,1079,509]
cigarette-machines-maker: J. C. MULLER & Cie [1171,1062,1275,1073]
divider [14,1711,302,1714]
article-body: Κατὰ τὴν προσεχῆ ἑβδομάδα ἀφικνοῦνται εἰς Πειραιᾶ ὑπὲρ τοὺς 40 φοιτηταὶ τοῦ Πανεπιστημίου τοῦ Βουκουρεστίου ... [833,1093,1079,1128]
dyeworks-heading: ΧΡΩΜΑΤΟΥΡΓΕΙΑ ΠΕΙΡΑΙΩΣ [1139,32,1307,45]
therapies-heading: ΝΕΑΙ ΘΕΡΑΠΕΙΑΙ [57,1720,259,1745]
article-body: Ἐπὶ τῇ ὀνομαστικῇ ἑορτῇ τῆς Α. Β. Υ. τοῦ Διαδόχου Γεωργίου ἐψάλη χθὲς δοξολογία ... [833,643,1079,666]
silk-body: Κρὲπ Ντὲ Σὶν, Φουλάρια, Ζαπονέζ, Σορμὲ, Ταφτὰ, Πεκινέζ ... [1091,461,1355,484]
article-body: Κατὰ τὴν προσεχῆ ἑβδομάδα ἀφικνοῦνται εἰς Πειραιᾶ ὑπὲρ τοὺς 40 φοιτηταὶ τοῦ Πανεπιστημίου τοῦ Βουκουρεστίου ... [833,1293,1079,1328]
bank-capital: Κεφάλαιον καὶ ἀποθεματικὰ 28,878,020.45 [47,1395,269,1406]
serial-paragraph: — Κύριοι, θὰ ἀπαιτήσω πληρωμὴν ἐκ τῶν προτέρων ... [1367,143,1587,166]
hotel-heading: ΘΕΟΞΕΝΙΑ [1186,386,1260,401]
headline-anti-kemalist: ΤΟ ΑΝΤΙΚΕΜΑΛΙΚΟΝ ΚΙΝΗΜΑ [351,118,545,158]
col1-body: Εἰς μάτην ὁ Διάκος προσπαθεῖ νὰ τοὺς πείσῃ ὅτι ἡ σωτηρία των εἶναι ἡ ὑποχώρησις. Οἱ ἄνδρες του μένουν, καὶ ὁ ἀγὼν ἀρχίζει ἀπὸ τῆς πρωΐας ... [14,746,302,781]
article-body: ΚΩΝ]ΠΟΛΙΣ, 23 Ἀπριλίου. Ἐκ Σμύρνης ἀγγέλλεται ὅτι μεγάλαι δυνάμεις τοῦ κεμαλικοῦ στρατοῦ μετακινοῦνται πρὸς τὰ παράλια ... [323,1522,573,1557]
darkroom-heading: ΜΑΥΡΟΣ ΘΑΛΑΜΟΣ [1152,541,1294,556]
article-body: ΘΕΣΣΑΛΟΝΙΚΗ 23 Ἀπριλίου. (Ἰδ. τηλ. τοῦ «Ἐμπρός»). Ἡ ἐπιτροπὴ τῆς ἀνοικοδομήσεως τῆς πυρικαύστου ζώνης συνῆλθε σήμερον ... [585,1375,821,1410]
article-body: ΚΩΝ]ΠΟΛΙΣ, 22 Ἀπριλίου. (Ἰδιαίτερον τηλεγράφημα τοῦ «Ἐμπρός»). Ἐπιβεβαιοῦνται πλήρως αἱ εἰδήσεις περὶ τῆς ἀποτυχίας τοῦ ἀντικεμαλικοῦ κινήματος ... [323,860,573,907]
serial-author: ΟΒΕΝ ΤΣΟΝΣΟΝ [1428,32,1526,45]
serial-paragraph: Διὰ μίαν ὥραν ὁ Σταὴλ ἐκάθισεν ἐπὶ τοῦ κρεβατιοῦ ... [1367,439,1587,462]
divider [833,988,1079,989]
serial-paragraph: Μετὰ μίαν ὥραν, ἐπανελθὼν εἰς τὸ δωμάτιον ... [1367,411,1587,434]
general-bank-heading: ΓΕΝΙΚΗ ΤΡΑΠΕΖΑ ΤΗΣ ΕΛΛΑΔΟΣ [1124,269,1322,282]
english-lessons: ΜΑΘΗΜΑΤΑ ΑΓΓΛΙΚΗΣ [1160,865,1286,876]
doctor-ad-body: Εἰδικὸς ἐν Παρισίοις ἐπὶ τῶν νόσων τῆς κοιλίας καὶ τῶν ὀφθαλμῶν ... [585,1848,821,1871]
article-body: ... φαίνεται ὅτι καὶ εἰς τὰς ἄλλας πόλεις τῆς Ἀνατολίας ἡ κατάστασις εἶναι ἀνώμαλος. Οἱ ἐθνικισταὶ ἐξακολουθοῦν τὰς συλλήψεις ... [585,306,821,341]
article-body: ΠΑΡΙΣΙΟΙ, 23 Ἀπριλίου. (Ἰδιαίτερον τηλεγράφημα τοῦ «Ἐμπρός»). Ὁ Σέρβος πρωθυπουργὸς δηλοῖ ὅτι ἡ Νοτιοσλαυΐα θὰ τηρήσῃ πιστῶς τὰς ὑποχρεώσεις της ... [323,1217,573,1264]
tailor-body: Ἐνδύσατε μὲ ποῦ σὶκ κατὰ τὴν τελευταίαν παρισινὴν μόδαν ... [1091,920,1355,943]
dentist-role: ΟΔΟΝΤΟ-ΙΑΤΡΟΣ [910,1414,1002,1425]
article-body: ΚΩΝ]ΠΟΛΙΣ, 22 Ἀπριλίου. (Ἰδιαίτερον τηλεγράφημα τοῦ «Ἐμπρός»). Ἐπιβεβαιοῦνται πλήρως αἱ εἰδήσεις περὶ τῆς ἀποτυχίας τοῦ ἀντικεμαλικοῦ κινήματος ... [323,236,573,283]
